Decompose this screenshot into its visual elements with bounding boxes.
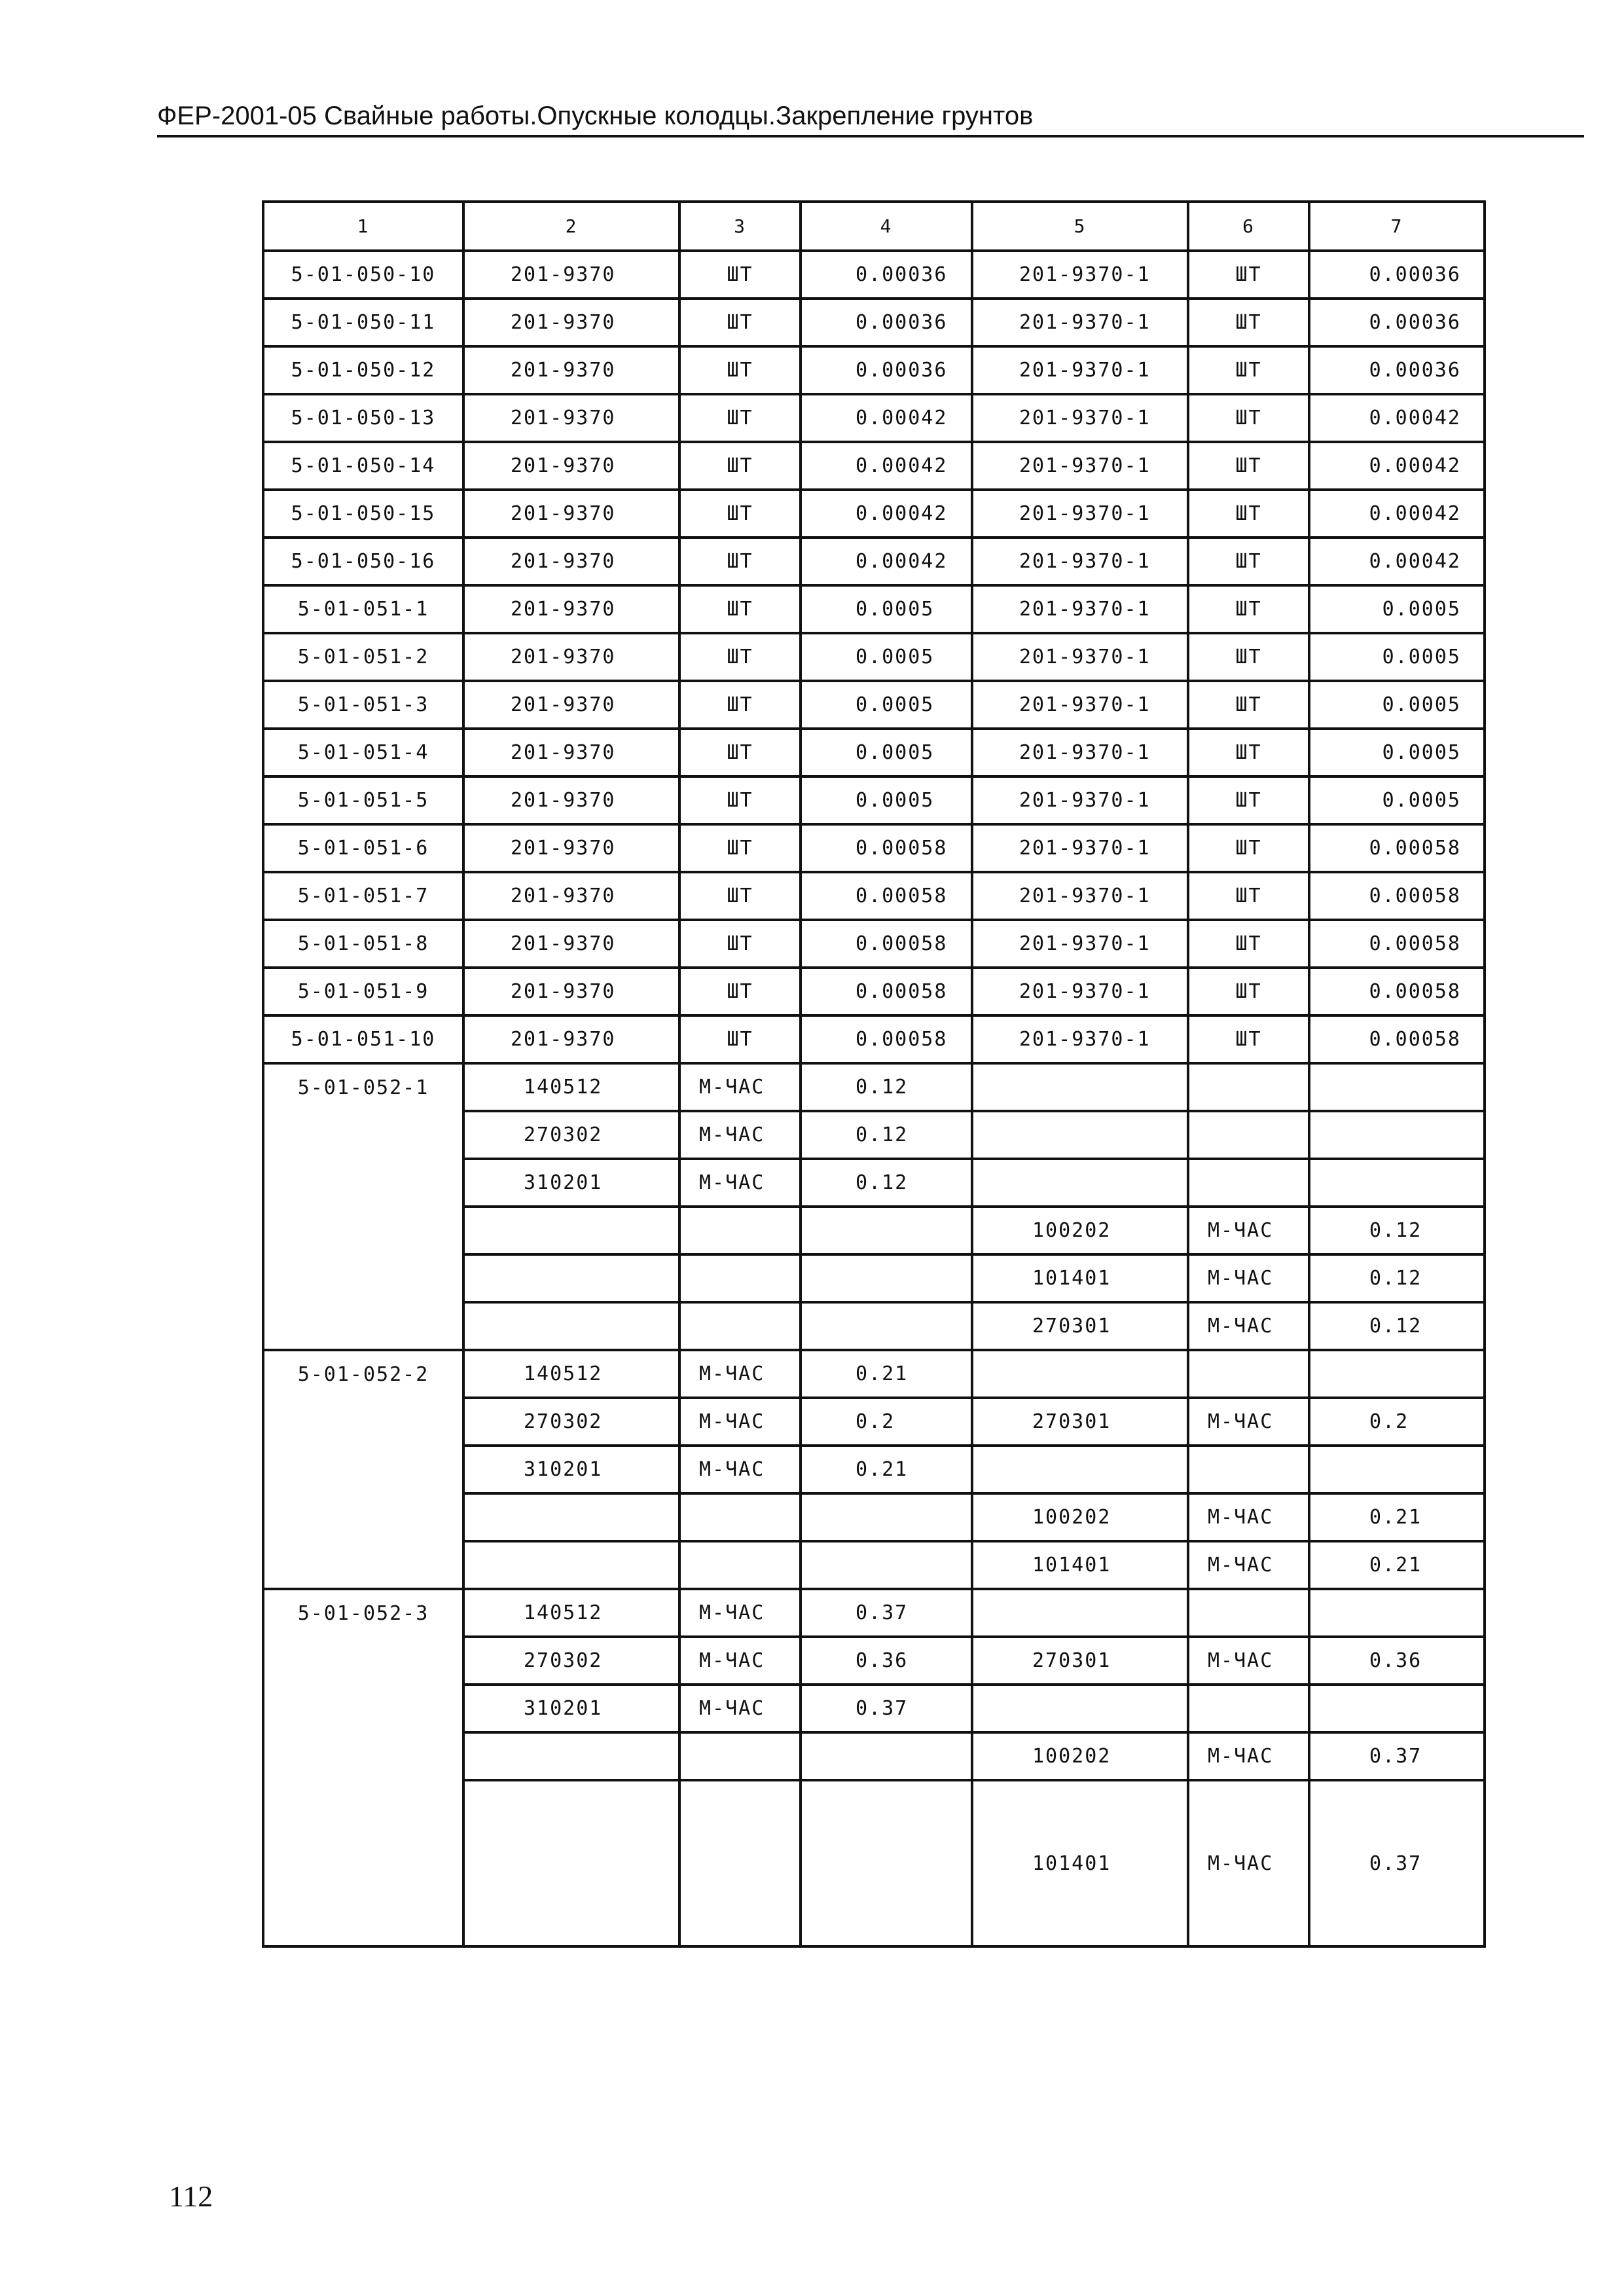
cell-replacement-quantity (1309, 1350, 1485, 1398)
cell-resource-code: 201-9370 (463, 729, 679, 776)
table-row (263, 1350, 1485, 1398)
cell-replacement-unit (1188, 1589, 1309, 1637)
cell-replacement-quantity: 0.00042 (1309, 394, 1485, 442)
cell-quantity: 0.00058 (801, 872, 972, 920)
table-row (263, 251, 1485, 299)
cell-resource-code: 201-9370 (463, 920, 679, 968)
cell-replacement-code: 201-9370-1 (972, 538, 1188, 585)
cell-replacement-unit: ШТ (1188, 824, 1309, 872)
cell-code: 5-01-050-16 (263, 538, 463, 585)
cell-replacement-code: 101401 (972, 1780, 1188, 1946)
table-row (263, 490, 1485, 538)
cell-code: 5-01-051-7 (263, 872, 463, 920)
cell-replacement-code: 201-9370-1 (972, 729, 1188, 776)
cell-quantity: 0.12 (801, 1111, 972, 1159)
table-row (263, 1015, 1485, 1063)
cell-replacement-quantity: 0.00042 (1309, 538, 1485, 585)
cell-replacement-code: 201-9370-1 (972, 394, 1188, 442)
cell-resource-code (463, 1780, 679, 1946)
cell-replacement-quantity: 0.0005 (1309, 729, 1485, 776)
cell-unit: ШТ (679, 920, 801, 968)
cell-quantity: 0.00042 (801, 538, 972, 585)
table-row (263, 776, 1485, 824)
cell-quantity (801, 1493, 972, 1541)
cell-replacement-quantity: 0.00036 (1309, 346, 1485, 394)
cell-replacement-quantity: 0.12 (1309, 1254, 1485, 1302)
cell-replacement-code: 201-9370-1 (972, 1015, 1188, 1063)
column-header-7: 7 (1309, 202, 1485, 251)
cell-replacement-code (972, 1446, 1188, 1493)
cell-unit (679, 1541, 801, 1589)
cell-unit (679, 1780, 801, 1946)
cell-replacement-code: 201-9370-1 (972, 490, 1188, 538)
column-header-2: 2 (463, 202, 679, 251)
cell-replacement-quantity: 0.37 (1309, 1732, 1485, 1780)
table-row (263, 729, 1485, 776)
cell-replacement-code: 201-9370-1 (972, 299, 1188, 346)
cell-unit: М-ЧАС (679, 1398, 801, 1446)
cell-replacement-quantity: 0.36 (1309, 1637, 1485, 1685)
cell-quantity: 0.00036 (801, 299, 972, 346)
cell-replacement-code: 101401 (972, 1254, 1188, 1302)
cell-replacement-unit (1188, 1159, 1309, 1207)
cell-resource-code: 201-9370 (463, 633, 679, 681)
table-row (263, 346, 1485, 394)
cell-unit: М-ЧАС (679, 1111, 801, 1159)
cell-quantity: 0.0005 (801, 776, 972, 824)
cell-replacement-unit: М-ЧАС (1188, 1302, 1309, 1350)
table-row (263, 872, 1485, 920)
cell-quantity: 0.0005 (801, 633, 972, 681)
cell-quantity: 0.12 (801, 1159, 972, 1207)
cell-code: 5-01-051-3 (263, 681, 463, 729)
cell-code: 5-01-050-14 (263, 442, 463, 490)
cell-quantity: 0.0005 (801, 729, 972, 776)
cell-replacement-unit (1188, 1063, 1309, 1111)
cell-replacement-unit: ШТ (1188, 633, 1309, 681)
cell-resource-code (463, 1732, 679, 1780)
cell-replacement-unit: М-ЧАС (1188, 1732, 1309, 1780)
cell-unit (679, 1207, 801, 1254)
cell-replacement-quantity: 0.0005 (1309, 585, 1485, 633)
cell-replacement-unit: М-ЧАС (1188, 1780, 1309, 1946)
cell-quantity: 0.00042 (801, 442, 972, 490)
cell-unit: ШТ (679, 729, 801, 776)
cell-replacement-quantity: 0.00058 (1309, 872, 1485, 920)
cell-replacement-unit (1188, 1685, 1309, 1732)
cell-replacement-quantity: 0.00058 (1309, 1015, 1485, 1063)
cell-unit: ШТ (679, 968, 801, 1015)
cell-unit (679, 1302, 801, 1350)
cell-unit: ШТ (679, 585, 801, 633)
table-row (263, 394, 1485, 442)
cell-unit: ШТ (679, 442, 801, 490)
cell-replacement-quantity: 0.00042 (1309, 490, 1485, 538)
cell-replacement-unit: ШТ (1188, 729, 1309, 776)
cell-replacement-code: 201-9370-1 (972, 776, 1188, 824)
cell-resource-code: 201-9370 (463, 872, 679, 920)
cell-replacement-code: 270301 (972, 1637, 1188, 1685)
cell-quantity: 0.00058 (801, 920, 972, 968)
cell-replacement-quantity: 0.00058 (1309, 968, 1485, 1015)
cell-quantity: 0.21 (801, 1446, 972, 1493)
cell-replacement-code: 201-9370-1 (972, 920, 1188, 968)
cell-unit: ШТ (679, 251, 801, 299)
cell-code: 5-01-052-1 (263, 1063, 463, 1350)
page-header (157, 98, 1584, 137)
cell-replacement-code: 201-9370-1 (972, 872, 1188, 920)
cell-resource-code: 201-9370 (463, 299, 679, 346)
column-header-4: 4 (801, 202, 972, 251)
cell-resource-code: 310201 (463, 1446, 679, 1493)
cell-replacement-quantity: 0.0005 (1309, 681, 1485, 729)
table-row (263, 585, 1485, 633)
column-header-1: 1 (263, 202, 463, 251)
table-row (263, 299, 1485, 346)
cell-replacement-quantity (1309, 1685, 1485, 1732)
cell-replacement-quantity: 0.0005 (1309, 776, 1485, 824)
cell-unit: ШТ (679, 299, 801, 346)
table-row (263, 681, 1485, 729)
cell-replacement-quantity: 0.37 (1309, 1780, 1485, 1946)
cell-resource-code: 201-9370 (463, 490, 679, 538)
cell-code: 5-01-052-3 (263, 1589, 463, 1946)
cell-unit: ШТ (679, 872, 801, 920)
cell-resource-code: 201-9370 (463, 346, 679, 394)
cell-replacement-code: 201-9370-1 (972, 681, 1188, 729)
cell-replacement-unit: ШТ (1188, 299, 1309, 346)
cell-quantity: 0.00058 (801, 824, 972, 872)
cell-replacement-quantity: 0.21 (1309, 1493, 1485, 1541)
cell-unit: М-ЧАС (679, 1685, 801, 1732)
cell-resource-code: 140512 (463, 1350, 679, 1398)
cell-quantity (801, 1541, 972, 1589)
cell-resource-code: 201-9370 (463, 1015, 679, 1063)
table-row (263, 920, 1485, 968)
cell-resource-code (463, 1302, 679, 1350)
cell-resource-code: 140512 (463, 1589, 679, 1637)
cell-unit: М-ЧАС (679, 1063, 801, 1111)
table-row (263, 824, 1485, 872)
table-row (263, 968, 1485, 1015)
cell-code: 5-01-051-2 (263, 633, 463, 681)
cell-code: 5-01-050-13 (263, 394, 463, 442)
column-header-6: 6 (1188, 202, 1309, 251)
cell-replacement-unit: ШТ (1188, 442, 1309, 490)
cell-code: 5-01-050-12 (263, 346, 463, 394)
cell-replacement-unit: ШТ (1188, 490, 1309, 538)
cell-resource-code: 270302 (463, 1398, 679, 1446)
cell-unit (679, 1493, 801, 1541)
cell-resource-code: 201-9370 (463, 394, 679, 442)
cell-replacement-quantity (1309, 1111, 1485, 1159)
header-row (263, 202, 1485, 251)
cell-unit: М-ЧАС (679, 1589, 801, 1637)
cell-replacement-code: 270301 (972, 1302, 1188, 1350)
cell-replacement-unit: ШТ (1188, 872, 1309, 920)
cell-quantity (801, 1207, 972, 1254)
cell-replacement-code: 100202 (972, 1493, 1188, 1541)
cell-replacement-unit: ШТ (1188, 394, 1309, 442)
cell-replacement-code: 101401 (972, 1541, 1188, 1589)
cell-replacement-unit: М-ЧАС (1188, 1398, 1309, 1446)
cell-replacement-quantity: 0.00036 (1309, 299, 1485, 346)
cell-replacement-quantity: 0.2 (1309, 1398, 1485, 1446)
cell-replacement-unit: ШТ (1188, 585, 1309, 633)
cell-replacement-quantity (1309, 1446, 1485, 1493)
cell-resource-code: 270302 (463, 1111, 679, 1159)
cell-resource-code: 270302 (463, 1637, 679, 1685)
cell-resource-code: 201-9370 (463, 585, 679, 633)
cell-unit: М-ЧАС (679, 1350, 801, 1398)
cell-replacement-unit: ШТ (1188, 681, 1309, 729)
cell-replacement-unit: М-ЧАС (1188, 1254, 1309, 1302)
cell-resource-code: 140512 (463, 1063, 679, 1111)
cell-replacement-code (972, 1111, 1188, 1159)
cell-replacement-unit: М-ЧАС (1188, 1541, 1309, 1589)
cell-replacement-unit: ШТ (1188, 920, 1309, 968)
cell-replacement-quantity: 0.12 (1309, 1207, 1485, 1254)
cell-replacement-code (972, 1589, 1188, 1637)
cell-replacement-code (972, 1350, 1188, 1398)
cell-unit: ШТ (679, 776, 801, 824)
cell-replacement-code: 100202 (972, 1732, 1188, 1780)
cell-quantity (801, 1254, 972, 1302)
cell-replacement-code: 201-9370-1 (972, 251, 1188, 299)
cell-replacement-unit: ШТ (1188, 251, 1309, 299)
column-header-5: 5 (972, 202, 1188, 251)
cell-replacement-unit (1188, 1350, 1309, 1398)
cell-replacement-unit: ШТ (1188, 538, 1309, 585)
cell-quantity: 0.21 (801, 1350, 972, 1398)
cell-replacement-unit: М-ЧАС (1188, 1207, 1309, 1254)
cell-code: 5-01-051-4 (263, 729, 463, 776)
cell-replacement-code (972, 1685, 1188, 1732)
table-row (263, 442, 1485, 490)
cell-code: 5-01-051-6 (263, 824, 463, 872)
cell-replacement-code: 201-9370-1 (972, 585, 1188, 633)
cell-unit: М-ЧАС (679, 1159, 801, 1207)
cell-resource-code: 310201 (463, 1685, 679, 1732)
cell-code: 5-01-051-8 (263, 920, 463, 968)
cell-resource-code: 201-9370 (463, 824, 679, 872)
cell-replacement-unit: М-ЧАС (1188, 1637, 1309, 1685)
cell-unit: М-ЧАС (679, 1446, 801, 1493)
cell-replacement-quantity: 0.00058 (1309, 824, 1485, 872)
cell-unit: ШТ (679, 1015, 801, 1063)
cell-code: 5-01-051-1 (263, 585, 463, 633)
cell-replacement-quantity (1309, 1063, 1485, 1111)
cell-replacement-code: 201-9370-1 (972, 968, 1188, 1015)
cell-replacement-code: 100202 (972, 1207, 1188, 1254)
cell-quantity: 0.36 (801, 1637, 972, 1685)
header-title: ФЕР-2001-05 Свайные работы.Опускные колодцы.Закрепление грунтов (157, 101, 1034, 130)
cell-replacement-code (972, 1063, 1188, 1111)
cell-quantity: 0.37 (801, 1685, 972, 1732)
cell-unit: ШТ (679, 824, 801, 872)
cell-unit: ШТ (679, 346, 801, 394)
cell-unit: М-ЧАС (679, 1637, 801, 1685)
cell-code: 5-01-050-10 (263, 251, 463, 299)
cell-resource-code: 201-9370 (463, 538, 679, 585)
cell-quantity: 0.00036 (801, 251, 972, 299)
cell-resource-code: 201-9370 (463, 776, 679, 824)
cell-replacement-quantity (1309, 1589, 1485, 1637)
table-row (263, 633, 1485, 681)
cell-replacement-code (972, 1159, 1188, 1207)
cell-quantity (801, 1732, 972, 1780)
cell-resource-code (463, 1493, 679, 1541)
cell-replacement-unit: М-ЧАС (1188, 1493, 1309, 1541)
cell-replacement-unit (1188, 1111, 1309, 1159)
cell-code: 5-01-052-2 (263, 1350, 463, 1589)
cell-replacement-code: 270301 (972, 1398, 1188, 1446)
table-row (263, 1063, 1485, 1111)
cell-unit: ШТ (679, 394, 801, 442)
cell-resource-code: 201-9370 (463, 442, 679, 490)
cell-replacement-quantity: 0.21 (1309, 1541, 1485, 1589)
cell-quantity: 0.00036 (801, 346, 972, 394)
cell-replacement-quantity: 0.00036 (1309, 251, 1485, 299)
table-row (263, 1589, 1485, 1637)
cell-quantity: 0.00042 (801, 394, 972, 442)
cell-replacement-quantity: 0.00042 (1309, 442, 1485, 490)
cell-replacement-unit: ШТ (1188, 346, 1309, 394)
cell-replacement-code: 201-9370-1 (972, 824, 1188, 872)
cell-unit (679, 1254, 801, 1302)
cell-resource-code (463, 1541, 679, 1589)
cell-quantity (801, 1780, 972, 1946)
cell-replacement-code: 201-9370-1 (972, 442, 1188, 490)
cell-replacement-quantity (1309, 1159, 1485, 1207)
cell-replacement-quantity: 0.00058 (1309, 920, 1485, 968)
cell-quantity: 0.00058 (801, 1015, 972, 1063)
cell-quantity (801, 1302, 972, 1350)
cell-code: 5-01-050-15 (263, 490, 463, 538)
cell-code: 5-01-051-9 (263, 968, 463, 1015)
resource-table (262, 200, 1486, 1948)
cell-unit: ШТ (679, 538, 801, 585)
column-header-3: 3 (679, 202, 801, 251)
cell-replacement-code: 201-9370-1 (972, 346, 1188, 394)
cell-unit: ШТ (679, 633, 801, 681)
cell-unit: ШТ (679, 490, 801, 538)
cell-resource-code: 201-9370 (463, 968, 679, 1015)
cell-code: 5-01-051-5 (263, 776, 463, 824)
cell-resource-code: 201-9370 (463, 251, 679, 299)
cell-unit: ШТ (679, 681, 801, 729)
cell-resource-code: 201-9370 (463, 681, 679, 729)
cell-quantity: 0.37 (801, 1589, 972, 1637)
resource-table-container (262, 200, 1486, 1948)
cell-replacement-unit (1188, 1446, 1309, 1493)
cell-resource-code (463, 1207, 679, 1254)
cell-replacement-unit: ШТ (1188, 968, 1309, 1015)
cell-replacement-quantity: 0.0005 (1309, 633, 1485, 681)
cell-code: 5-01-051-10 (263, 1015, 463, 1063)
cell-replacement-unit: ШТ (1188, 1015, 1309, 1063)
cell-quantity: 0.2 (801, 1398, 972, 1446)
table-row (263, 538, 1485, 585)
cell-quantity: 0.00058 (801, 968, 972, 1015)
cell-replacement-code: 201-9370-1 (972, 633, 1188, 681)
cell-replacement-quantity: 0.12 (1309, 1302, 1485, 1350)
cell-quantity: 0.0005 (801, 585, 972, 633)
cell-resource-code (463, 1254, 679, 1302)
cell-quantity: 0.0005 (801, 681, 972, 729)
cell-unit (679, 1732, 801, 1780)
cell-resource-code: 310201 (463, 1159, 679, 1207)
cell-replacement-unit: ШТ (1188, 776, 1309, 824)
cell-code: 5-01-050-11 (263, 299, 463, 346)
page-number: 112 (169, 2180, 213, 2213)
cell-quantity: 0.12 (801, 1063, 972, 1111)
cell-quantity: 0.00042 (801, 490, 972, 538)
table-body (263, 251, 1485, 1946)
